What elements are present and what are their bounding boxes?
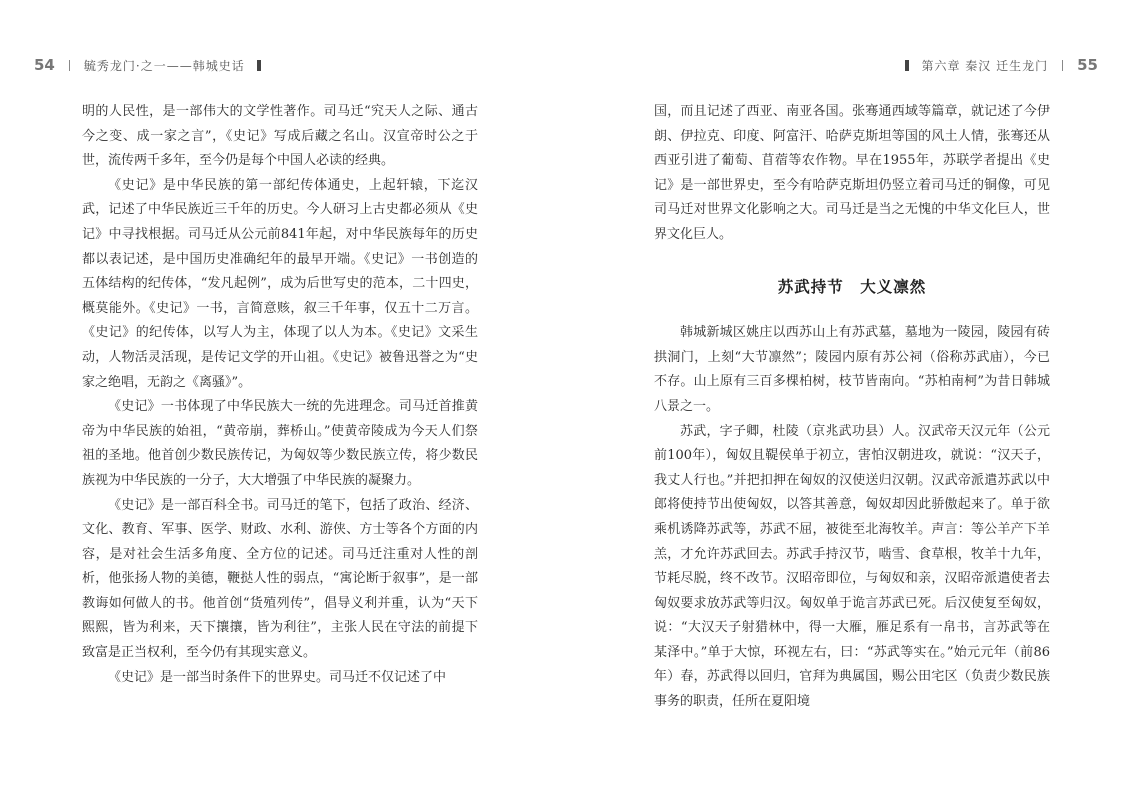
paragraph: 《史记》一书体现了中华民族大一统的先进理念。司马迁首推黄帝为中华民族的始祖，“黄帝崩，葬桥山。”使黄帝陵成为今天人们祭祖的圣地。他首创少数民族传记，为匈奴等少数民族立传，将少数民族视为中华民族的一分子，大大增强了中华民族的凝聚力。	[82, 399, 478, 488]
right-page	[566, 0, 1132, 799]
paragraph: 《史记》是一部百科全书。司马迁的笔下，包括了政治、经济、文化、教育、军事、医学、财政、水利、游侠、方士等各个方面的内容，是对社会生活多角度、全方位的记述。司马迁注重对人性的剖析，他张扬人物的美德，鞭挞人性的弱点，“寓论断于叙事”，是一部教诲如何做人的书。他首创“货殖列传”，倡导义利并重，认为“天下熙熙，皆为利来，天下攘攘，皆为利往”，主张人民在守法的前提下致富是正当权利，至今仍有其现实意义。	[82, 497, 478, 661]
paragraph: 韩城新城区姚庄以西苏山上有苏武墓，墓地为一陵园，陵园有砖拱洞门，上刻“大节凛然”；陵园内原有苏公祠（俗称苏武庙），今已不存。山上原有三百多棵柏树，枝节皆南向。“苏柏南柯”为昔日韩城八景之一。	[654, 325, 1050, 414]
header-block-mark	[905, 60, 909, 71]
right-body-text	[654, 100, 1050, 715]
paragraph: 《史记》是中华民族的第一部纪传体通史，上起轩辕，下迄汉武，记述了中华民族近三千年的历史。今人研习上古史都必须从《史记》中寻找根据。司马迁从公元前841年起，对中华民族每年的历史都以表记述，是中国历史准确纪年的最早开端。《史记》一书创造的五体结构的纪传体，“发凡起例”，成为后世写史的范本，二十四史，概莫能外。《史记》一书，言简意赅，叙三千年事，仅五十二万言。《史记》的纪传体，以写人为主，体现了以人为本。《史记》文采生动，人物活灵活现，是传记文学的开山祖。《史记》被鲁迅誉之为“史家之绝唱，无韵之《离骚》”。	[82, 177, 478, 390]
paragraph: 明的人民性，是一部伟大的文学性著作。司马迁“究天人之际、通古今之变、成一家之言”，《史记》写成后藏之名山。汉宣帝时公之于世，流传两千多年，至今仍是每个中国人必读的经典。	[82, 104, 478, 169]
left-page-number: 54	[34, 56, 55, 74]
left-running-header	[34, 52, 261, 78]
left-body-text	[82, 100, 478, 690]
header-divider	[69, 60, 70, 71]
section-title: 苏武持节 大义凛然	[777, 276, 927, 296]
header-divider	[1062, 60, 1063, 71]
right-running-header	[905, 52, 1098, 78]
right-running-title: 第六章 秦汉 迁生龙门	[921, 58, 1049, 73]
paragraph: 苏武，字子卿，杜陵（京兆武功县）人。汉武帝天汉元年（公元前100年），匈奴且鞮侯单于初立，害怕汉朝进攻，就说：“汉天子，我丈人行也。”并把扣押在匈奴的汉使送归汉朝。汉武帝派遣苏武以中郎将使持节出使匈奴，以答其善意，匈奴却因此骄傲起来了。单于欲乘机诱降苏武等，苏武不屈，被徙至北海牧羊。声言：等公羊产下羊羔，才允许苏武回去。苏武手持汉节，啮雪、食草根，牧羊十九年，节耗尽脱，终不改节。汉昭帝即位，与匈奴和亲，汉昭帝派遣使者去匈奴要求放苏武等归汉。匈奴单于诡言苏武已死。后汉使复至匈奴，说：“大汉天子射猎林中，得一大雁，雁足系有一帛书，言苏武等在某泽中。”单于大惊，环视左右，曰：“苏武等实在。”始元元年（前86年）春，苏武得以回归，官拜为典属国，赐公田宅区（负责少数民族事务的职责，任所在夏阳境	[654, 423, 1050, 710]
right-page-number: 55	[1077, 56, 1098, 74]
paragraph: 国，而且记述了西亚、南亚各国。张骞通西域等篇章，就记述了今伊朗、伊拉克、印度、阿富汗、哈萨克斯坦等国的风土人情，张骞还从西亚引进了葡萄、苜蓿等农作物。早在1955年，苏联学者提出《史记》是一部世界史，至今有哈萨克斯坦仍竖立着司马迁的铜像，可见司马迁对世界文化影响之大。司马迁是当之无愧的中华文化巨人，世界文化巨人。	[654, 104, 1050, 242]
left-running-title: 毓秀龙门·之一——韩城史话	[83, 58, 245, 73]
header-block-mark	[257, 60, 261, 71]
paragraph: 《史记》是一部当时条件下的世界史。司马迁不仅记述了中	[108, 669, 447, 685]
